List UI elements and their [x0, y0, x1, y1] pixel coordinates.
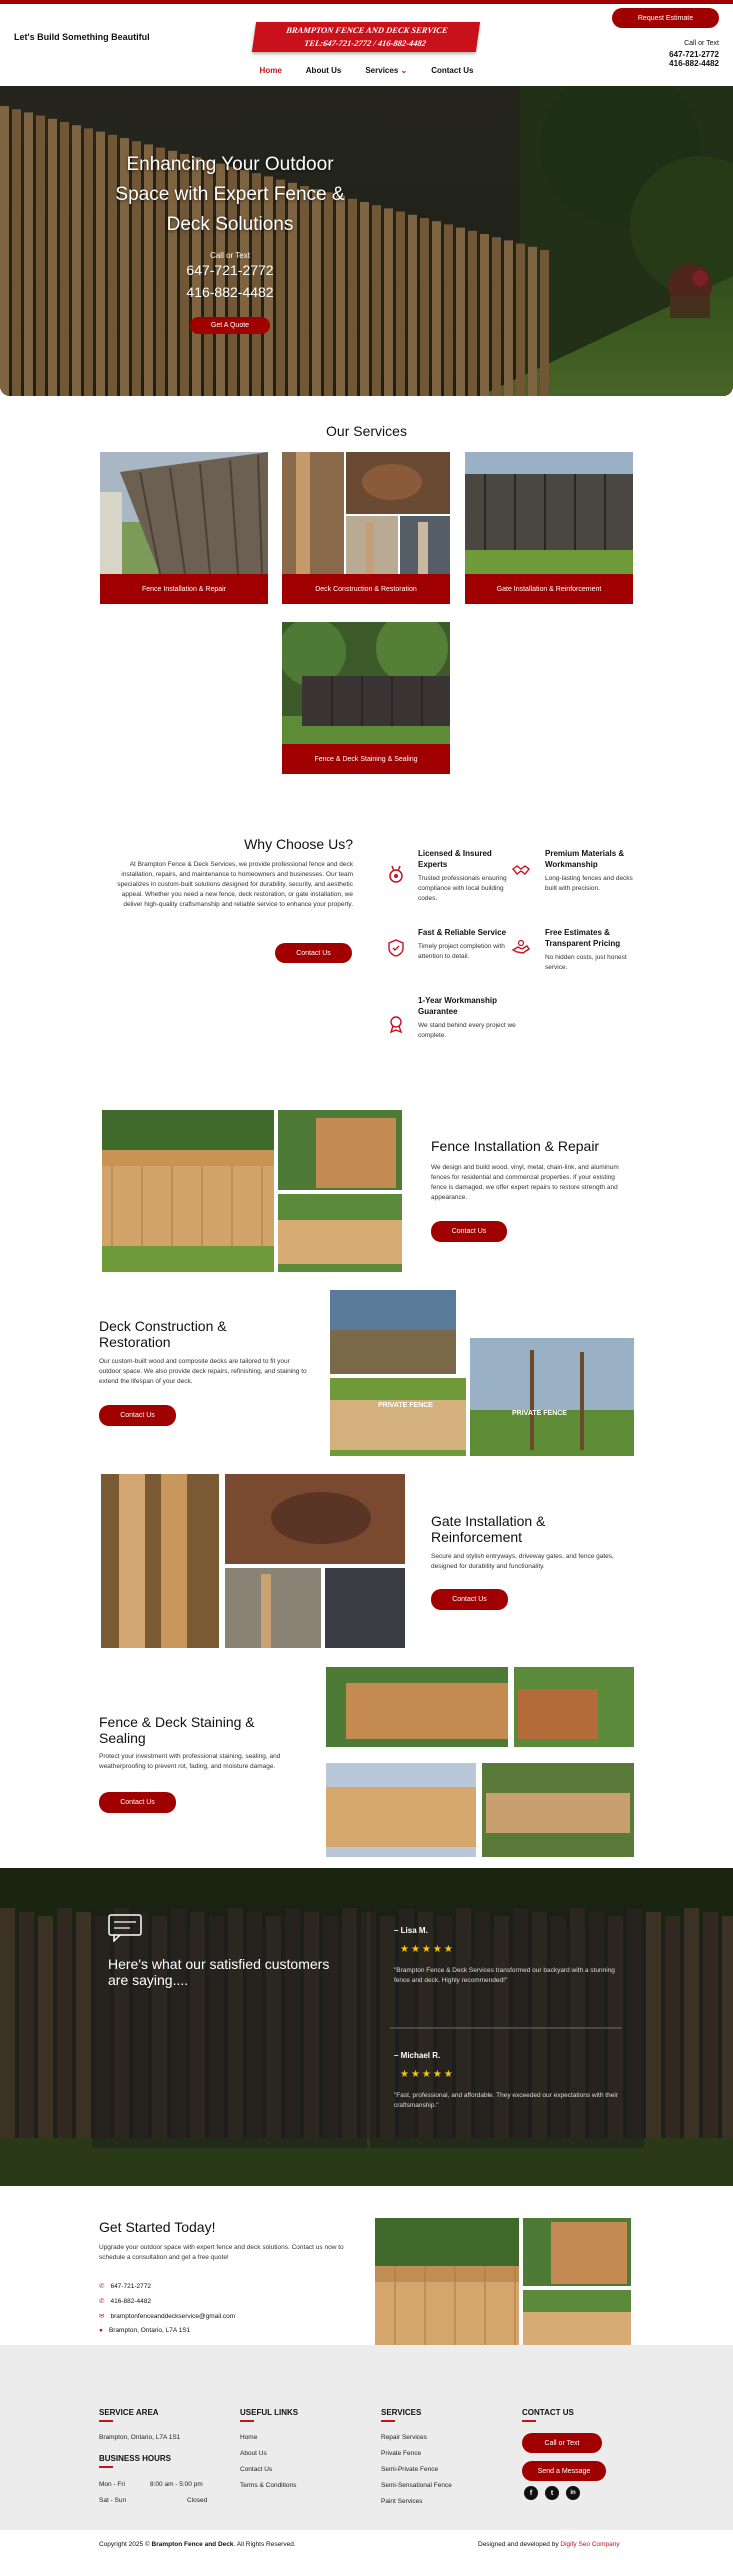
- feature-fast: [418, 927, 518, 962]
- award-medal-icon: [386, 864, 406, 884]
- fence-contact-button[interactable]: Contact Us: [431, 1221, 507, 1242]
- footer-service-link[interactable]: Paint Services: [381, 2498, 423, 2505]
- feature-desc: We stand behind every project we complete.: [418, 1022, 516, 1039]
- star-rating: ★★★★★: [400, 2069, 455, 2080]
- why-body: At Brampton Fence & Deck Services, we provide professional fence and deck installation, repairs, and maintenance to homeowners and businesses. Our team specializes in custom-built solutions designed for durability, security, and aesthetic appeal. Whether you need a new fence, deck restoration, or gate installation, we deliver high-quality craftsmanship and reliable service to enhance your property.: [117, 861, 353, 908]
- detail-title-fence: Fence Installation & Repair: [431, 1138, 600, 1154]
- contact-phone-2-text: 416-882-4482: [110, 2297, 151, 2305]
- review-text: "Fast, professional, and affordable. They exceeded our expectations with their craftsmanship.": [394, 2092, 618, 2109]
- footer-links-title: USEFUL LINKS: [240, 2408, 299, 2417]
- copyright-prefix: Copyright 2025 ©: [99, 2541, 150, 2548]
- footer-service-area: Brampton, Ontario, L7A 1S1: [99, 2434, 181, 2441]
- facebook-icon[interactable]: f: [524, 2486, 538, 2500]
- contact-phone-2[interactable]: [99, 2297, 151, 2305]
- service-card-label: Deck Construction & Restoration: [282, 574, 450, 604]
- footer-service-link[interactable]: Private Fence: [381, 2450, 422, 2457]
- contact-address: [99, 2327, 190, 2334]
- nav-contact[interactable]: Contact Us: [431, 66, 474, 75]
- shield-check-icon: [386, 938, 406, 958]
- hero-fence-image: [0, 86, 733, 396]
- service-card-image: [465, 452, 633, 574]
- email-icon: ✉: [99, 2313, 105, 2320]
- testimonials-heading: Here's what our satisfied customers are saying....: [108, 1956, 330, 1988]
- footer-title-underline: [99, 2420, 113, 2422]
- photo-caption-b: PRIVATE FENCE: [512, 1410, 567, 1417]
- linkedin-icon[interactable]: in: [566, 2486, 580, 2500]
- hero-banner: [0, 86, 733, 396]
- feature-guarantee: [418, 995, 518, 1041]
- feature-title: Premium Materials & Workmanship: [545, 849, 625, 869]
- footer-hours-time: 8:00 am - 5:00 pm: [150, 2481, 203, 2488]
- get-started-heading: Get Started Today!: [99, 2219, 216, 2235]
- photo-caption-a: PRIVATE FENCE: [378, 1402, 433, 1409]
- footer-link-contact[interactable]: Contact Us: [240, 2466, 273, 2473]
- brand-logo[interactable]: [252, 22, 480, 52]
- feature-desc: Long-lasting fences and decks built with precision.: [545, 875, 633, 892]
- deck-construction-photos: [330, 1290, 634, 1456]
- top-accent-line: [0, 0, 733, 4]
- feature-licensed: [418, 848, 518, 904]
- service-card-fence-installation[interactable]: [100, 452, 268, 604]
- why-choose-us: [105, 836, 353, 910]
- footer-link-about[interactable]: About Us: [240, 2450, 267, 2457]
- header-phone-2[interactable]: 416-882-4482: [669, 59, 719, 68]
- footer-service-link[interactable]: Semi-Sensational Fence: [381, 2482, 452, 2489]
- service-card-deck-construction[interactable]: [282, 452, 450, 604]
- feature-title: Fast & Reliable Service: [418, 928, 507, 937]
- service-card-label: Fence & Deck Staining & Sealing: [282, 744, 450, 774]
- feature-title: Free Estimates & Transparent Pricing: [545, 928, 621, 948]
- copyright-brand: Brampton Fence and Deck: [151, 2541, 234, 2548]
- footer-contact-title: CONTACT US: [522, 2408, 574, 2417]
- credit-prefix: Designed and developed by: [478, 2541, 559, 2548]
- footer-services-title: SERVICES: [381, 2408, 422, 2417]
- service-card-label: Gate Installation & Reinforcement: [465, 574, 633, 604]
- footer-link-home[interactable]: Home: [240, 2434, 258, 2441]
- header-phone-1[interactable]: 647-721-2772: [669, 50, 719, 59]
- hero-call-text: Call or Text: [210, 251, 250, 260]
- get-started-photos: [375, 2218, 631, 2356]
- detail-title-deck: Deck Construction & Restoration: [99, 1318, 227, 1350]
- contact-email-text: bramptonfenceanddeckservice@gmail.com: [110, 2312, 236, 2320]
- nav-services[interactable]: [365, 66, 407, 80]
- map-pin-icon: ●: [99, 2327, 103, 2334]
- chevron-down-icon: ⌄: [400, 66, 408, 75]
- service-card-label: Fence Installation & Repair: [100, 574, 268, 604]
- footer-message-button[interactable]: Send a Message: [522, 2461, 606, 2481]
- hero-phone-1[interactable]: 647-721-2772: [186, 262, 274, 278]
- request-estimate-button[interactable]: Request Estimate: [612, 8, 719, 28]
- contact-email[interactable]: [99, 2312, 235, 2320]
- gate-contact-button[interactable]: Contact Us: [431, 1589, 508, 1610]
- detail-title-staining: Fence & Deck Staining & Sealing: [99, 1714, 255, 1746]
- feature-title: 1-Year Workmanship Guarantee: [418, 996, 497, 1016]
- credit-link[interactable]: Digify Seo Company: [560, 2541, 620, 2548]
- main-nav: [0, 66, 733, 80]
- hands-money-icon: [511, 938, 531, 958]
- footer-title-underline: [522, 2420, 536, 2422]
- detail-desc-gate: Secure and stylish entryways, driveway gates, and fence gates, designed for durability and functionality.: [431, 1553, 614, 1570]
- why-heading: Why Choose Us?: [244, 836, 353, 852]
- feature-estimates: [545, 927, 645, 973]
- footer-service-link[interactable]: Repair Services: [381, 2434, 427, 2441]
- service-card-gate-installation[interactable]: [465, 452, 633, 604]
- credit-text: [478, 2541, 620, 2548]
- fence-installation-photos: [102, 1110, 402, 1272]
- service-card-image: [100, 452, 268, 574]
- get-started-body: Upgrade your outdoor space with expert fence and deck solutions. Contact us now to schedule a consultation and get a free quote!: [99, 2244, 344, 2261]
- gate-installation-photos: [101, 1474, 405, 1648]
- header-call-text: Call or Text: [684, 40, 719, 47]
- feature-materials: [545, 848, 645, 894]
- deck-contact-button[interactable]: Contact Us: [99, 1405, 176, 1426]
- footer-link-terms[interactable]: Terms & Conditions: [240, 2482, 297, 2489]
- footer-service-link[interactable]: Semi-Private Fence: [381, 2466, 439, 2473]
- handshake-icon: [511, 860, 531, 880]
- hero-phone-2[interactable]: 416-882-4482: [186, 284, 274, 300]
- footer-title-underline: [99, 2466, 113, 2468]
- feature-desc: Trusted professionals ensuring compliance with local building codes.: [418, 875, 507, 902]
- twitter-icon[interactable]: t: [545, 2486, 559, 2500]
- contact-phone-1[interactable]: [99, 2282, 151, 2290]
- star-rating: ★★★★★: [400, 1944, 455, 1955]
- hero-heading: Enhancing Your Outdoor Space with Expert Fence & Deck Solutions: [115, 154, 345, 235]
- nav-services-label: Services: [365, 66, 399, 75]
- footer-hours-days: Mon - Fri: [99, 2481, 125, 2488]
- phone-icon: ✆: [99, 2298, 105, 2305]
- footer-title-underline: [240, 2420, 254, 2422]
- footer-hours-title: BUSINESS HOURS: [99, 2454, 172, 2463]
- copyright-suffix: . All Rights Reserved.: [233, 2541, 296, 2548]
- footer-title-underline: [381, 2420, 395, 2422]
- services-heading: Our Services: [326, 423, 407, 439]
- detail-desc-staining: Protect your investment with professional staining, sealing, and weatherproofing to prevent rot, fading, and moisture damage.: [99, 1753, 281, 1770]
- footer-call-button[interactable]: Call or Text: [522, 2433, 602, 2453]
- footer-service-area-title: SERVICE AREA: [99, 2408, 159, 2417]
- footer-hours-time: Closed: [187, 2497, 208, 2504]
- detail-desc-fence: We design and build wood, vinyl, metal, chain-link, and aluminum fences for residential and commercial properties. If your existing fence is damaged, we offer expert repairs to restore strength and appearance.: [431, 1164, 619, 1201]
- ribbon-badge-icon: [386, 1014, 406, 1034]
- contact-phone-1-text: 647-721-2772: [110, 2282, 151, 2290]
- feature-title: Licensed & Insured Experts: [418, 849, 492, 869]
- get-a-quote-button[interactable]: Get A Quote: [190, 317, 270, 334]
- tagline: Let's Build Something Beautiful: [14, 32, 150, 42]
- review-author: – Michael R.: [394, 2051, 441, 2060]
- feature-desc: No hidden costs, just honest service.: [545, 954, 627, 971]
- feature-desc: Timely project completion with attention to detail.: [418, 943, 505, 960]
- service-card-image: [282, 452, 450, 574]
- chat-bubble-icon: [108, 1914, 142, 1942]
- logo-line-1: BRAMPTON FENCE AND DECK SERVICE: [285, 25, 449, 35]
- nav-about[interactable]: About Us: [305, 66, 342, 75]
- detail-title-gate: Gate Installation & Reinforcement: [431, 1513, 546, 1545]
- service-card-staining-sealing[interactable]: [282, 622, 450, 774]
- staining-sealing-photos: [326, 1667, 634, 1857]
- contact-address-text: Brampton, Ontario, L7A 1S1: [108, 2327, 191, 2334]
- why-contact-button[interactable]: Contact Us: [275, 943, 352, 963]
- review-author: – Lisa M.: [394, 1926, 428, 1935]
- footer-hours-days: Sat - Sun: [99, 2497, 127, 2504]
- logo-line-2: TEL:647-721-2772 / 416-882-4482: [303, 38, 427, 48]
- copyright-text: [99, 2541, 296, 2548]
- detail-desc-deck: Our custom-built wood and composite decks are tailored to fit your outdoor space. We also provide deck repairs, refinishing, and staining to extend the lifespan of your deck.: [99, 1358, 307, 1385]
- phone-icon: ✆: [99, 2283, 105, 2290]
- service-card-image: [282, 622, 450, 744]
- staining-contact-button[interactable]: Contact Us: [99, 1792, 176, 1813]
- review-text: "Brampton Fence & Deck Services transformed our backyard with a stunning fence and deck. Highly recommended!": [394, 1967, 615, 1984]
- nav-home[interactable]: Home: [259, 66, 282, 75]
